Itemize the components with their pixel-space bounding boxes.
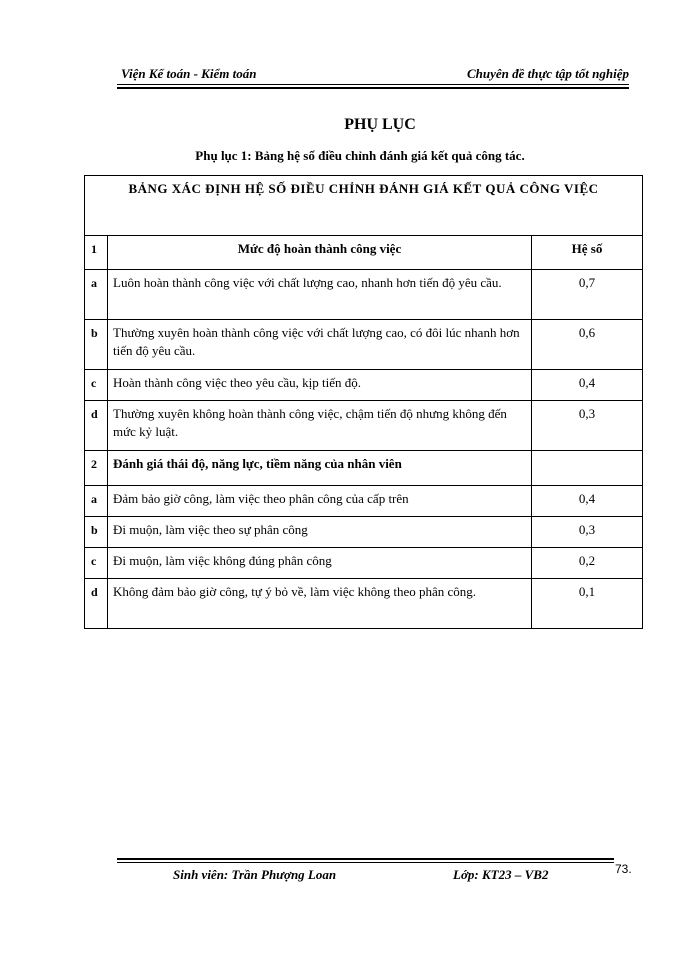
row-index: b: [85, 517, 108, 548]
table-row: [85, 517, 643, 548]
row-criteria: Đi muộn, làm việc theo sự phân công: [108, 517, 532, 548]
row-coefficient: 0,4: [532, 486, 643, 517]
table-section-row: [85, 451, 643, 486]
footer-class: Lớp: KT23 – VB2: [453, 867, 549, 882]
section-heading: Đánh giá thái độ, năng lực, tiềm năng của nhân viên: [108, 451, 532, 486]
row-criteria: Thường xuyên hoàn thành công việc với chất lượng cao, có đôi lúc nhanh hơn tiến độ yêu cầu.: [108, 320, 532, 370]
page-title: PHỤ LỤC: [344, 116, 416, 133]
row-index: b: [85, 320, 108, 370]
row-criteria: Hoàn thành công việc theo yêu cầu, kịp tiến độ.: [108, 370, 532, 401]
table-row: [85, 486, 643, 517]
header-rule: [117, 84, 629, 85]
row-index: d: [85, 401, 108, 451]
table-row: [85, 548, 643, 579]
row-coefficient: 0,6: [532, 320, 643, 370]
row-criteria: Thường xuyên không hoàn thành công việc, chậm tiến độ nhưng không đến mức kỷ luật.: [108, 401, 532, 451]
appendix-subtitle: Phụ lục 1: Bảng hệ số điều chỉnh đánh giá kết quả công tác.: [195, 148, 525, 163]
row-coefficient: 0,1: [532, 579, 643, 629]
row-coefficient: 0,4: [532, 370, 643, 401]
table-header-row: [85, 236, 643, 270]
header-institute: Viện Kế toán - Kiểm toán: [121, 66, 257, 81]
row-coefficient: 0,3: [532, 401, 643, 451]
row-index: d: [85, 579, 108, 629]
table-row: [85, 401, 643, 451]
section-coefficient: [532, 451, 643, 486]
table-row: [85, 270, 643, 320]
table-title: BẢNG XÁC ĐỊNH HỆ SỐ ĐIỀU CHỈNH ĐÁNH GIÁ KẾT QUẢ CÔNG VIỆC: [85, 176, 643, 236]
footer-student: Sinh viên: Trần Phượng Loan: [173, 867, 337, 882]
page-header: [117, 64, 629, 86]
coefficient-table: [84, 175, 643, 629]
row-index: a: [85, 270, 108, 320]
row-index: c: [85, 370, 108, 401]
page-number: 73.: [615, 862, 632, 876]
row-criteria: Luôn hoàn thành công việc với chất lượng cao, nhanh hơn tiến độ yêu cầu.: [108, 270, 532, 320]
table-row: [85, 579, 643, 629]
row-criteria: Không đảm bảo giờ công, tự ý bỏ về, làm việc không theo phân công.: [108, 579, 532, 629]
footer-rule-thick: [117, 858, 614, 860]
table-row: [85, 320, 643, 370]
column-header-coefficient: Hệ số: [532, 236, 643, 270]
header-document-type: Chuyên đề thực tập tốt nghiệp: [467, 66, 629, 81]
table-title-row: [85, 176, 643, 236]
column-header-criteria: Mức độ hoàn thành công việc: [108, 236, 532, 270]
table-row: [85, 370, 643, 401]
row-criteria: Đảm bảo giờ công, làm việc theo phân công của cấp trên: [108, 486, 532, 517]
row-index: a: [85, 486, 108, 517]
row-coefficient: 0,7: [532, 270, 643, 320]
row-coefficient: 0,3: [532, 517, 643, 548]
page-footer: [117, 858, 614, 888]
section-number: 2: [85, 451, 108, 486]
row-coefficient: 0,2: [532, 548, 643, 579]
section-number: 1: [85, 236, 108, 270]
header-rule-thick: [117, 87, 629, 89]
row-index: c: [85, 548, 108, 579]
row-criteria: Đi muộn, làm việc không đúng phân công: [108, 548, 532, 579]
footer-rule: [117, 862, 614, 863]
